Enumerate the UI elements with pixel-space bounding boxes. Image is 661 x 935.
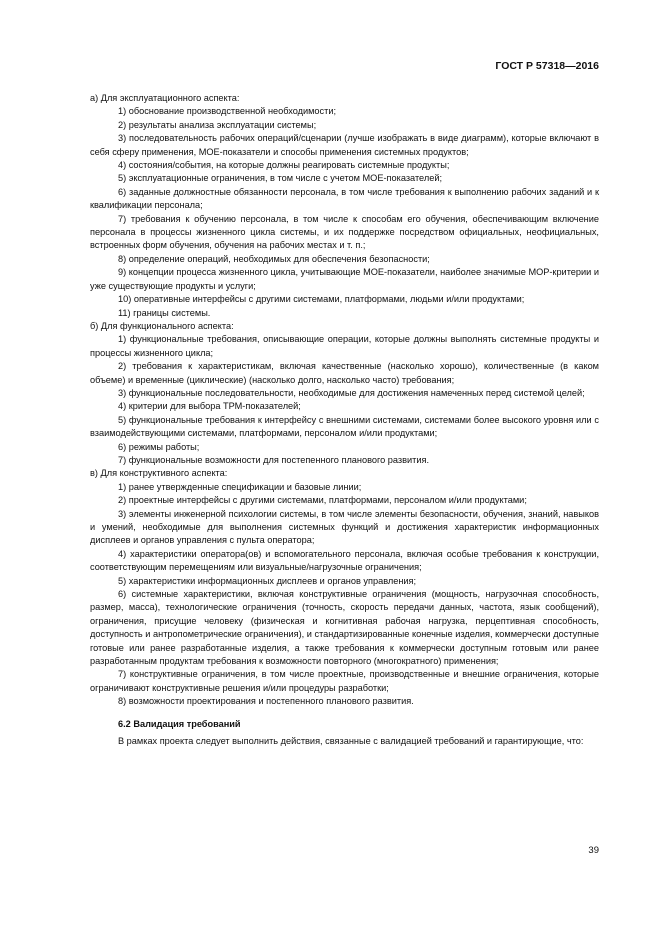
body-paragraph: В рамках проекта следует выполнить действия, связанные с валидацией требований и гарантирующие, что:: [118, 736, 584, 747]
list-item: 5) эксплуатационные ограничения, в том числе с учетом МОЕ-показателей;: [118, 173, 443, 184]
list-item: 7) конструктивные ограничения, в том числе проектные, производственные и внешние ограничения, которые ограничивают конструктивные решения и/или процедуры разработки;: [90, 669, 599, 693]
list-item: 11) границы системы.: [118, 307, 211, 318]
section-a-title: а) Для эксплуатационного аспекта:: [90, 93, 240, 103]
list-item: 7) функциональные возможности для постепенного планового развития.: [118, 454, 430, 465]
list-item: 4) состояния/события, на которые должны реагировать системные продукты;: [118, 160, 450, 171]
list-item: 5) характеристики информационных дисплеев и органов управления;: [118, 575, 417, 586]
list-item: 9) концепции процесса жизненного цикла, учитывающие МОЕ-показатели, наиболее значимые МОР-критерии и уже существующие продукты и услуги;: [90, 267, 599, 291]
list-item: 2) результаты анализа эксплуатации системы;: [118, 119, 317, 130]
list-item: 1) обоснование производственной необходимости;: [118, 106, 337, 117]
list-item: 1) ранее утвержденные спецификации и базовые линии;: [118, 481, 362, 492]
document-header: ГОСТ Р 57318—2016: [495, 60, 599, 72]
list-item: 3) последовательность рабочих операций/сценарии (лучше изображать в виде диаграмм), которые включают в себя сферу применения, МОЕ-показатели и способы применения системных продуктов;: [90, 133, 599, 157]
list-item: 6) системные характеристики, включая конструктивные ограничения (мощность, нагрузочная способность, размер, масса), технологические ограничения (точность, скорость передачи данных, частота, язык сообщений), ограничения, присущие человеку (физическая и когнитивная рабочая нагрузка, перцептивная способность, доступность и антропометрические ограничения), и стандартизированные конечные изделия, коммерчески доступные готовые или ранее разработанные изделия, а также требования к коммерчески доступным готовым или ранее разработанным продуктам требования к возможности повторного (многократного) применения;: [90, 589, 599, 667]
section-heading: 6.2 Валидация требований: [118, 718, 241, 729]
list-item: 8) определение операций, необходимых для обеспечения безопасности;: [118, 253, 430, 264]
section-c-title: в) Для конструктивного аспекта:: [90, 468, 228, 479]
list-item: 3) функциональные последовательности, необходимые для достижения намеченных перед системой целей;: [118, 387, 585, 398]
list-item: 3) элементы инженерной психологии системы, в том числе элементы безопасности, обучения, знаний, навыков и умений, необходимые для выполнения системных функций и достижения характеристик информационных дисплеев и органов управления с пульта оператора;: [90, 508, 599, 546]
list-item: 10) оперативные интерфейсы с другими системами, платформами, людьми и/или продуктами;: [118, 294, 525, 305]
list-item: 8) возможности проектирования и постепенного планового развития.: [118, 696, 414, 707]
list-item: 1) функциональные требования, описывающие операции, которые должны выполнять системные продукты и процессы жизненного цикла;: [90, 334, 599, 358]
list-item: 7) требования к обучению персонала, в том числе к способам его обучения, обеспечивающим включение персонала в процессы жизненного цикла системы, и их поддержке посредством официальных, неофициальных, встроенных форм обучения, обучения на рабочих местах и т. п.;: [90, 213, 599, 251]
list-item: 2) требования к характеристикам, включая качественные (насколько хорошо), количественные (в каком объеме) и временные (циклические) (насколько долго, насколько часто) требования;: [90, 361, 599, 385]
list-item: 2) проектные интерфейсы с другими системами, платформами, персоналом и/или продуктами;: [118, 495, 527, 506]
list-item: 6) режимы работы;: [118, 441, 200, 452]
page-body: [90, 92, 599, 749]
page-number: 39: [588, 845, 599, 856]
section-b-title: б) Для функционального аспекта:: [90, 320, 234, 331]
list-item: 5) функциональные требования к интерфейсу с внешними системами, системами более высокого уровня или с взаимодействующими системами, платформами, персоналом и/или продуктами;: [90, 414, 599, 439]
list-item: 6) заданные должностные обязанности персонала, в том числе требования к выполнению рабочих заданий и к квалификации персонала;: [90, 186, 599, 211]
list-item: 4) характеристики оператора(ов) и вспомогательного персонала, включая особые требования к конструкции, соответствующим перемещениям или визуальные/нагрузочные ограничения;: [90, 548, 599, 573]
list-item: 4) критерии для выбора ТРМ-показателей;: [118, 401, 301, 412]
